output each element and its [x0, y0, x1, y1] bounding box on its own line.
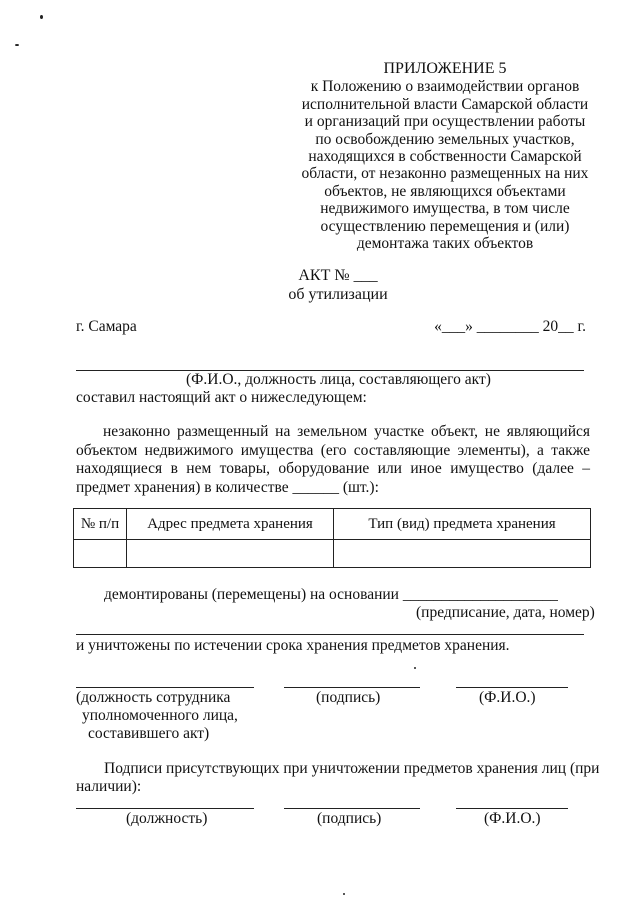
header-line: демонтажа таких объектов [356, 235, 534, 253]
table-cell [74, 540, 127, 568]
object-paragraph-text: незаконно размещенный на земельном участке объект, не являющийся объектом недвижимого имущества (его составляющие элементы), а также находящиеся в нем товары, оборудование или иное имущество (далее – предмет хранения) в количестве ______ (шт.): [76, 423, 590, 496]
signature1-signature-caption: (подпись) [316, 689, 381, 706]
column-header-address: Адрес предмета хранения [127, 509, 334, 540]
basis-caption: (предписание, дата, номер) [416, 604, 595, 621]
column-header-number: № п/п [74, 509, 127, 540]
signature1-position-caption [76, 689, 238, 743]
table-header-row [74, 509, 591, 540]
signature2-signature-line [284, 808, 420, 809]
dismantled-text: демонтированы (перемещены) на основании ____________________ [104, 586, 558, 603]
scan-speck [40, 15, 43, 19]
date-template: «___» ________ 20__ г. [434, 318, 586, 335]
signature1-name-caption: (Ф.И.О.) [479, 689, 536, 706]
header-line: объектов, не являющихся объектами [324, 182, 566, 200]
compiled-text: составил настоящий акт о нижеследующем: [76, 389, 367, 406]
header-line: недвижимого имущества, в том числе [320, 200, 570, 218]
object-paragraph [76, 423, 590, 497]
table-cell [334, 540, 591, 568]
header-line: к Положению о взаимодействии органов [310, 78, 580, 96]
header-line: по освобождению земельных участков, [315, 130, 575, 148]
witnesses-text-line1: Подписи присутствующих при уничтожении предметов хранения лиц (при [104, 760, 600, 777]
scan-speck [15, 44, 19, 46]
scan-speck [343, 893, 345, 895]
signature1-position-line-text: (должность сотрудника [76, 689, 231, 706]
compiler-caption: (Ф.И.О., должность лица, составляющего акт) [186, 371, 491, 388]
header-line: исполнительной власти Самарской области [301, 95, 589, 113]
header-line: находящихся в собственности Самарской [308, 148, 582, 166]
act-title: АКТ № ___ [298, 267, 378, 284]
basis-line [76, 634, 584, 635]
place: г. Самара [76, 318, 137, 335]
appendix-header [300, 60, 590, 252]
signature1-position-line-text: уполномоченного лица, [82, 707, 238, 724]
act-subtitle: об утилизации [288, 286, 388, 303]
storage-items-table [73, 508, 591, 568]
table-cell [127, 540, 334, 568]
column-header-type: Тип (вид) предмета хранения [334, 509, 591, 540]
signature1-signature-line [284, 687, 420, 688]
signature2-name-caption: (Ф.И.О.) [484, 810, 541, 827]
appendix-title: ПРИЛОЖЕНИЕ 5 [383, 60, 507, 77]
scan-speck [414, 667, 416, 669]
header-line: области, от незаконно размещенных на них [301, 165, 589, 183]
signature2-name-line [456, 808, 568, 809]
witnesses-text-line2: наличии): [76, 778, 142, 795]
table-row [74, 540, 591, 568]
signature1-position-line [76, 687, 254, 688]
signature2-position-line [76, 808, 254, 809]
signature1-name-line [456, 687, 568, 688]
header-line: осуществлению перемещения и (или) [320, 217, 570, 235]
signature2-signature-caption: (подпись) [317, 810, 382, 827]
destroyed-text: и уничтожены по истечении срока хранения предметов хранения. [76, 637, 510, 654]
signature2-position-caption: (должность) [126, 810, 208, 827]
signature1-position-line-text: составившего акт) [88, 725, 210, 742]
header-line: и организаций при осуществлении работы [304, 113, 586, 131]
